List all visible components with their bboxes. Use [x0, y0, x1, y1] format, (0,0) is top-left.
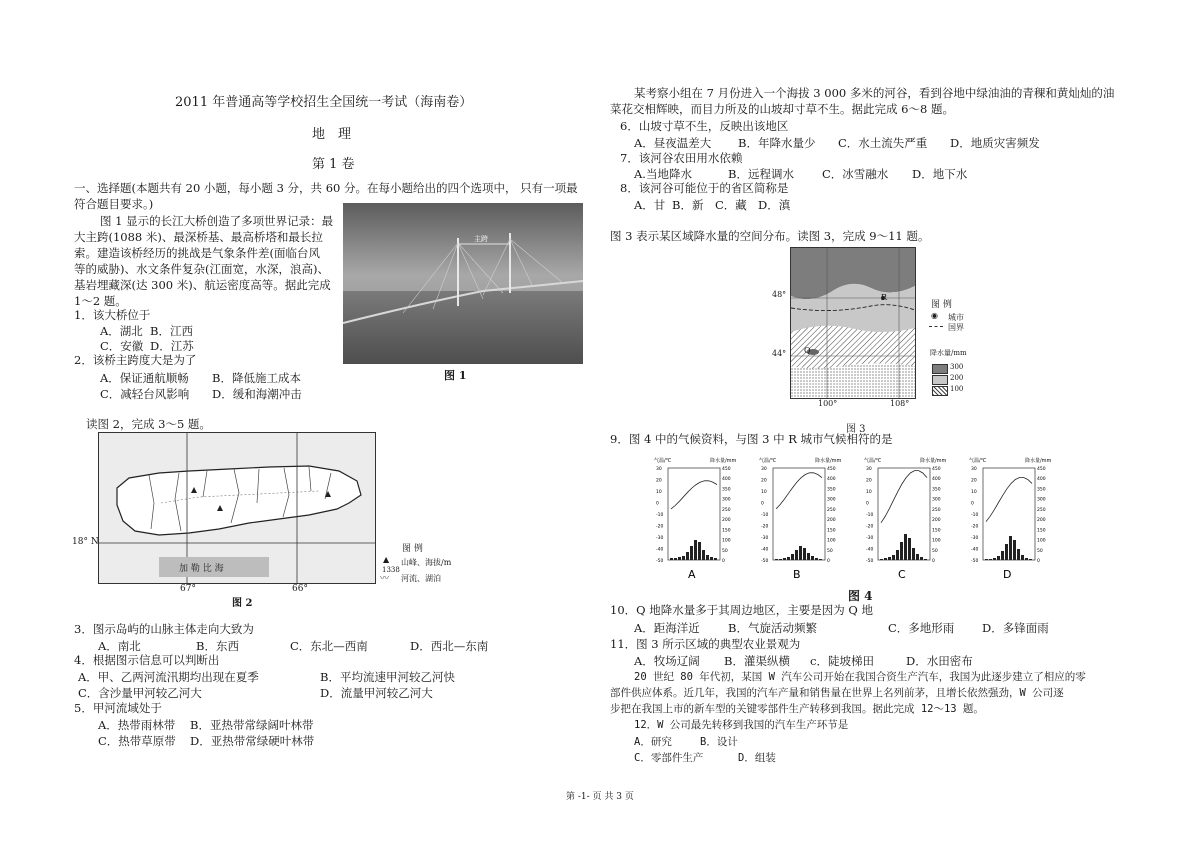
- q12-stem: 12．W 公司最先转移到我国的汽车生产环节是: [634, 719, 849, 731]
- fig4-rain-bar-2-3: [892, 555, 895, 560]
- q6-option-a[interactable]: A．昼夜温差大: [634, 136, 712, 150]
- fig4-rain-tick-3-6: 150: [1037, 528, 1046, 534]
- q4-option-b[interactable]: B．平均流速甲河较乙河快: [320, 670, 455, 684]
- fig4-rain-bar-0-5: [690, 546, 693, 560]
- fig4-rain-bar-0-2: [678, 557, 681, 560]
- fig3-lon-100: 100°: [818, 399, 838, 408]
- fig4-temp-tick-0-5: -20: [656, 524, 664, 530]
- fig4-temp-tick-0-1: 20: [656, 478, 662, 484]
- q2-option-c[interactable]: C．减轻台风影响: [100, 387, 190, 401]
- fig4-rain-tick-1-5: 200: [827, 518, 836, 524]
- fig3-swatch-200: [932, 375, 948, 385]
- q6-option-c[interactable]: C．水土流失严重: [838, 136, 928, 150]
- fig3-border-icon: [929, 326, 943, 327]
- fig4-panel-label-2: C: [898, 568, 906, 581]
- fig4-rain-bar-3-0: [985, 559, 988, 560]
- fig4-rain-bar-1-4: [791, 554, 794, 560]
- fig4-rain-bar-3-3: [997, 556, 1000, 560]
- fig4-rain-tick-2-9: 0: [932, 559, 935, 564]
- fig4-rain-bar-3-8: [1017, 549, 1020, 560]
- q2-option-a[interactable]: A．保证通航顺畅: [100, 371, 189, 385]
- w-intro-line-3: 步把在我国上市的新车型的关键零部件生产转移到我国。据此完成 12～13 题。: [610, 703, 984, 715]
- q4-option-d[interactable]: D．流量甲河较乙河大: [320, 686, 433, 700]
- right-intro-line-2: 菜花交相辉映，而目力所及的山坡却寸草不生。据此完成 6～8 题。: [610, 102, 954, 116]
- fig4-temp-tick-0-2: 10: [656, 490, 662, 495]
- q1-option-a[interactable]: A．湖北: [100, 324, 143, 338]
- fig4-temp-tick-2-5: -20: [866, 524, 874, 530]
- fig2-latitude-label: 18° N: [72, 537, 99, 547]
- q12-option-b[interactable]: B．设计: [700, 736, 738, 748]
- fig4-rain-tick-1-2: 350: [827, 487, 836, 493]
- q1-option-b[interactable]: B．江西: [150, 324, 193, 338]
- fig4-rain-bar-2-7: [908, 538, 911, 560]
- fig4-rain-bar-3-4: [1001, 551, 1004, 560]
- q7-option-d[interactable]: D．地下水: [912, 167, 968, 181]
- fig4-temp-tick-1-5: -20: [761, 524, 769, 530]
- fig3-legend-rain: 降水量/mm: [930, 349, 967, 357]
- fig4-rain-tick-0-3: 300: [722, 497, 731, 503]
- exam-title: 2011 年普通高等学校招生全国统一考试（海南卷）: [175, 95, 473, 110]
- q11-option-a[interactable]: A．牧场辽阔: [634, 654, 700, 668]
- fig3-r-label: R: [881, 293, 888, 302]
- fig4-rain-tick-1-8: 50: [827, 548, 833, 554]
- fig1-span-label: 主跨: [474, 235, 488, 243]
- fig2-legend-peak: 山峰、海拔/m: [401, 558, 452, 567]
- q8-option-a[interactable]: A．甘: [634, 198, 666, 212]
- fig4-rain-bar-2-11: [924, 559, 927, 560]
- fig4-temp-tick-3-0: 30: [971, 467, 977, 472]
- fig4-rain-bar-3-1: [989, 559, 992, 560]
- fig4-rain-tick-0-6: 150: [722, 528, 731, 534]
- figure-2-island-map: [98, 432, 376, 584]
- fig4-rain-bar-0-9: [706, 555, 709, 560]
- q3-option-a[interactable]: A．南北: [98, 639, 141, 653]
- fig4-temp-tick-3-8: -50: [971, 559, 979, 564]
- q11-option-d[interactable]: D．水田密布: [906, 654, 973, 668]
- fig4-temp-tick-2-8: -50: [866, 559, 874, 564]
- fig4-temp-tick-2-0: 30: [866, 467, 872, 472]
- q10-stem: 10．Q 地降水量多于其周边地区，主要是因为 Q 地: [610, 603, 873, 617]
- fig4-temp-tick-2-4: -10: [866, 513, 874, 518]
- section-intro-line-2: 符合题目要求。): [74, 197, 154, 211]
- q12-option-a[interactable]: A．研究: [634, 736, 672, 748]
- section-intro-line-1: 一、选择题(本题共有 20 小题，每小题 3 分，共 60 分。在每小题给出的四个选项中， 只有一项最: [74, 181, 578, 195]
- fig4-rain-tick-3-0: 450: [1037, 467, 1046, 472]
- fig4-rain-bar-0-8: [702, 550, 705, 560]
- fig4-temp-tick-1-2: 10: [761, 490, 767, 495]
- fig4-temp-axis-label-0: 气温/℃: [654, 458, 672, 464]
- fig4-rain-tick-0-9: 0: [722, 559, 725, 564]
- q5-option-d[interactable]: D．亚热带常绿硬叶林带: [190, 734, 315, 748]
- fig4-rain-bar-2-10: [920, 557, 923, 560]
- fig4-panel-label-1: B: [793, 568, 801, 581]
- fig1-text-line-4: 等的威胁)、水文条件复杂(江面宽，水深，浪高)、: [74, 262, 329, 276]
- fig4-temp-tick-2-3: 0: [866, 501, 869, 507]
- fig1-text-line-3: 索。建造该桥经历的挑战是气象条件差(面临台风: [74, 246, 320, 260]
- fig4-rain-bar-3-5: [1005, 544, 1008, 560]
- q2-option-b[interactable]: B．降低施工成本: [212, 371, 301, 385]
- fig4-rain-bar-1-5: [795, 550, 798, 560]
- fig4-rain-tick-2-6: 150: [932, 528, 941, 534]
- fig4-rain-tick-3-1: 400: [1037, 477, 1046, 483]
- read-fig3-instruction: 图 3 表示某区域降水量的空间分布。读图 3，完成 9～11 题。: [610, 229, 930, 243]
- q3-stem: 3．图示岛屿的山脉主体走向大致为: [74, 622, 254, 636]
- fig4-temp-curve-0: [671, 481, 717, 509]
- fig4-temp-tick-1-0: 30: [761, 467, 767, 472]
- fig4-temp-curve-1: [776, 473, 822, 509]
- fig4-rain-axis-label-3: 降水量/mm: [1025, 458, 1052, 464]
- fig1-text-line-5: 基岩埋藏深(达 300 米)、航运密度高等。据此完成: [74, 278, 331, 292]
- fig4-rain-bar-1-3: [787, 557, 790, 560]
- fig1-text-line-2: 大主跨(1088 米)、最深桥基、最高桥塔和最长拉: [74, 230, 323, 244]
- q6-option-b[interactable]: B．年降水量少: [738, 136, 816, 150]
- fig4-temp-tick-3-7: -40: [971, 547, 979, 553]
- q5-option-a[interactable]: A．热带雨林带: [98, 718, 176, 732]
- fig3-lat-48: 48°: [772, 290, 787, 299]
- fig4-rain-axis-label-1: 降水量/mm: [815, 458, 842, 464]
- q7-option-c[interactable]: C．冰雪融水: [822, 167, 889, 181]
- fig4-rain-tick-0-7: 100: [722, 538, 731, 544]
- fig4-rain-tick-1-4: 250: [827, 507, 836, 513]
- q6-stem: 6．山坡寸草不生，反映出该地区: [620, 119, 789, 133]
- fig4-panel-label-0: A: [688, 568, 696, 581]
- fig4-temp-tick-1-4: -10: [761, 513, 769, 518]
- fig4-temp-tick-1-1: 20: [761, 478, 767, 484]
- fig4-rain-tick-3-7: 100: [1037, 538, 1046, 544]
- q8-option-d[interactable]: D．滇: [758, 198, 791, 212]
- fig2-river-icon: 〰: [380, 574, 390, 584]
- fig4-rain-bar-2-8: [912, 548, 915, 560]
- fig2-legend-peak-value: 1338: [382, 566, 400, 574]
- fig4-rain-tick-2-3: 300: [932, 497, 941, 503]
- fig4-rain-bar-0-0: [670, 558, 673, 560]
- figure-4-caption: 图 4: [848, 589, 873, 603]
- q8-option-c[interactable]: C．藏: [715, 198, 747, 212]
- fig4-rain-tick-3-4: 250: [1037, 507, 1046, 513]
- read-fig2-instruction: 读图 2，完成 3～5 题。: [86, 417, 211, 431]
- fig4-rain-tick-3-2: 350: [1037, 487, 1046, 493]
- fig4-rain-tick-1-6: 150: [827, 528, 836, 534]
- fig1-text-line-1: 图 1 显示的长江大桥创造了多项世界记录：最: [100, 214, 334, 228]
- fig4-temp-tick-2-7: -40: [866, 547, 874, 553]
- fig4-rain-bar-1-1: [779, 559, 782, 560]
- w-intro-line-2: 部件供应体系。近几年，我国的汽车产量和销售量在世界上名列前茅，且增长依然强劲，W 公司逐: [610, 687, 1064, 699]
- q10-option-a[interactable]: A．距海洋近: [634, 621, 700, 635]
- right-intro-line-1: 某考察小组在 7 月份进入一个海拔 3 000 多米的河谷，看到谷地中绿油油的青稞和黄灿灿的油: [634, 86, 1115, 100]
- fig3-legend-200: 200: [950, 374, 964, 382]
- fig4-rain-bar-1-2: [783, 558, 786, 560]
- q5-stem: 5．甲河流域处于: [74, 701, 162, 715]
- fig4-rain-tick-1-9: 0: [827, 559, 830, 564]
- q3-option-b[interactable]: B．东西: [196, 639, 239, 653]
- fig4-temp-tick-1-3: 0: [761, 501, 764, 507]
- fig4-rain-bar-0-11: [714, 558, 717, 560]
- fig4-rain-tick-2-2: 350: [932, 487, 941, 493]
- fig3-legend-title: 图 例: [931, 300, 952, 310]
- fig4-rain-tick-2-0: 450: [932, 467, 941, 472]
- fig4-rain-tick-0-1: 400: [722, 477, 731, 483]
- fig4-rain-tick-1-3: 300: [827, 497, 836, 503]
- q1-option-d[interactable]: D．江苏: [150, 339, 194, 353]
- fig3-swatch-300: [932, 364, 948, 374]
- fig4-rain-tick-2-8: 50: [932, 548, 938, 554]
- fig4-rain-bar-3-9: [1021, 555, 1024, 560]
- q5-option-b[interactable]: B．亚热带常绿阔叶林带: [190, 718, 314, 732]
- fig4-rain-bar-1-9: [811, 556, 814, 560]
- fig4-temp-tick-1-7: -40: [761, 547, 769, 553]
- fig2-lon-67: 67°: [180, 584, 196, 594]
- fig4-temp-tick-0-6: -30: [656, 536, 664, 541]
- fig4-rain-bar-3-2: [993, 558, 996, 560]
- fig4-rain-bar-3-6: [1009, 536, 1012, 560]
- q2-stem: 2．该桥主跨度大是为了: [74, 353, 197, 367]
- fig2-peak-icon: ▲: [383, 555, 390, 564]
- q4-stem: 4．根据图示信息可以判断出: [74, 653, 220, 667]
- fig4-temp-tick-2-6: -30: [866, 536, 874, 541]
- fig4-rain-bar-2-4: [896, 550, 899, 560]
- fig3-legend-city: 城市: [948, 313, 964, 322]
- fig4-rain-tick-1-0: 450: [827, 467, 836, 472]
- fig4-rain-bar-0-6: [694, 540, 697, 560]
- fig4-rain-tick-2-5: 200: [932, 518, 941, 524]
- q10-option-b[interactable]: B．气旋活动频繁: [728, 621, 817, 635]
- q3-option-c[interactable]: C．东北—西南: [290, 639, 368, 653]
- fig4-rain-tick-2-7: 100: [932, 538, 941, 544]
- fig4-temp-tick-1-8: -50: [761, 559, 769, 564]
- fig4-rain-bar-0-3: [682, 556, 685, 560]
- fig4-rain-tick-2-1: 400: [932, 477, 941, 483]
- fig4-temp-axis-label-3: 气温/℃: [969, 458, 987, 464]
- fig3-legend-300: 300: [950, 363, 964, 371]
- fig2-legend-river: 河流、湖泊: [401, 574, 441, 583]
- figure-3-rainfall-map: [790, 247, 916, 399]
- fig4-rain-bar-0-1: [674, 558, 677, 560]
- w-intro-line-1: 20 世纪 80 年代初，某国 W 汽车公司开始在我国合资生产汽车，我国为此逐步建立了相应的零: [634, 671, 1086, 683]
- fig3-legend-border: 国界: [948, 323, 964, 332]
- volume-title: 第 1 卷: [312, 157, 355, 172]
- fig4-temp-tick-0-4: -10: [656, 513, 664, 518]
- fig4-rain-tick-0-5: 200: [722, 518, 731, 524]
- fig4-rain-axis-label-2: 降水量/mm: [920, 458, 947, 464]
- fig4-rain-bar-0-10: [710, 557, 713, 560]
- fig4-temp-tick-0-0: 30: [656, 467, 662, 472]
- fig4-rain-axis-label-0: 降水量/mm: [710, 458, 737, 464]
- fig2-lon-66: 66°: [292, 584, 308, 594]
- fig3-legend-100: 100: [950, 385, 964, 393]
- fig4-rain-tick-3-3: 300: [1037, 497, 1046, 503]
- fig4-temp-curve-3: [986, 478, 1032, 522]
- fig4-temp-tick-0-8: -50: [656, 559, 664, 564]
- fig2-sea-label: 加 勒 比 海: [179, 564, 224, 574]
- fig4-temp-tick-3-4: -10: [971, 513, 979, 518]
- figure-1-caption: 图 1: [444, 369, 467, 382]
- fig4-temp-tick-1-6: -30: [761, 536, 769, 541]
- fig4-temp-tick-2-1: 20: [866, 478, 872, 484]
- q10-option-c[interactable]: C．多地形雨: [888, 621, 955, 635]
- q11-option-b[interactable]: B．灌渠纵横: [724, 654, 790, 668]
- fig4-rain-bar-2-2: [888, 557, 891, 560]
- page-footer: 第 -1- 页 共 3 页: [566, 792, 634, 802]
- q4-option-a[interactable]: A．甲、乙两河流汛期均出现在夏季: [78, 670, 259, 684]
- fig4-rain-bar-2-9: [916, 554, 919, 560]
- fig4-temp-axis-label-1: 气温/℃: [759, 458, 777, 464]
- figure-1-bridge-photo: [343, 203, 583, 364]
- subject-title: 地 理: [312, 127, 352, 142]
- q1-option-c[interactable]: C．安徽: [100, 339, 144, 353]
- q12-option-c[interactable]: C．零部件生产: [634, 752, 704, 764]
- q2-option-d[interactable]: D．缓和海潮冲击: [212, 387, 302, 401]
- fig4-rain-bar-3-11: [1029, 559, 1032, 560]
- fig4-temp-tick-3-3: 0: [971, 501, 974, 507]
- q9-stem: 9．图 4 中的气候资料，与图 3 中 R 城市气候相符的是: [610, 432, 893, 446]
- fig4-rain-bar-1-0: [775, 559, 778, 560]
- fig4-rain-tick-3-5: 200: [1037, 518, 1046, 524]
- fig4-rain-tick-0-4: 250: [722, 507, 731, 513]
- fig4-rain-bar-1-7: [803, 548, 806, 560]
- q6-option-d[interactable]: D．地质灾害频发: [950, 136, 1040, 150]
- fig4-rain-bar-2-5: [900, 542, 903, 560]
- fig4-rain-bar-1-10: [815, 558, 818, 560]
- fig4-rain-bar-1-6: [799, 546, 802, 560]
- q7-option-a[interactable]: A.当地降水: [634, 167, 692, 181]
- q8-stem: 8．该河谷可能位于的省区简称是: [620, 181, 789, 195]
- q4-option-c[interactable]: C．含沙量甲河较乙河大: [78, 686, 202, 700]
- q7-option-b[interactable]: B．远程调水: [728, 167, 794, 181]
- fig4-rain-tick-1-1: 400: [827, 477, 836, 483]
- fig4-temp-tick-3-1: 20: [971, 478, 977, 484]
- fig4-rain-tick-0-2: 350: [722, 487, 731, 493]
- fig4-rain-bar-1-11: [819, 559, 822, 560]
- fig4-temp-tick-0-3: 0: [656, 501, 659, 507]
- fig4-rain-bar-2-0: [880, 559, 883, 560]
- q11-stem: 11．图 3 所示区域的典型农业景观为: [610, 637, 801, 651]
- fig4-rain-bar-1-8: [807, 553, 810, 560]
- q7-stem: 7．该河谷农田用水依赖: [620, 151, 743, 165]
- fig4-rain-bar-3-7: [1013, 540, 1016, 560]
- fig3-lon-108: 108°: [890, 399, 910, 408]
- fig4-rain-tick-1-7: 100: [827, 538, 836, 544]
- fig4-temp-tick-3-6: -30: [971, 536, 979, 541]
- fig4-rain-tick-0-0: 450: [722, 467, 731, 472]
- figure-2-caption: 图 2: [232, 598, 253, 609]
- fig2-legend-title-label: 图 例: [402, 544, 423, 554]
- fig4-temp-tick-0-7: -40: [656, 547, 664, 553]
- fig4-rain-bar-0-7: [698, 542, 701, 560]
- fig3-city-icon: ◉: [931, 311, 938, 320]
- fig4-panel-label-3: D: [1003, 568, 1012, 581]
- q11-option-c[interactable]: c．陡坡梯田: [810, 654, 874, 668]
- fig4-temp-curve-2: [881, 471, 927, 523]
- fig4-temp-tick-2-2: 10: [866, 490, 872, 495]
- fig3-q-label: Q: [804, 346, 811, 355]
- fig4-rain-tick-0-8: 50: [722, 548, 728, 554]
- fig4-rain-bar-2-1: [884, 558, 887, 560]
- figure-3-caption: 图 3: [846, 424, 866, 435]
- fig4-rain-bar-2-6: [904, 534, 907, 560]
- fig4-rain-tick-3-9: 0: [1037, 559, 1040, 564]
- fig3-lat-44: 44°: [772, 349, 787, 358]
- fig1-text-line-6: 1～2 题。: [74, 294, 127, 308]
- fig4-rain-bar-3-10: [1025, 558, 1028, 560]
- fig4-temp-axis-label-2: 气温/℃: [864, 458, 882, 464]
- fig4-temp-tick-3-2: 10: [971, 490, 977, 495]
- fig4-temp-tick-3-5: -20: [971, 524, 979, 530]
- fig4-rain-bar-0-4: [686, 552, 689, 560]
- q3-option-d[interactable]: D．西北—东南: [410, 639, 489, 653]
- fig4-rain-tick-2-4: 250: [932, 507, 941, 513]
- fig3-swatch-100: [932, 386, 948, 396]
- figure-4-climate-charts: [650, 452, 1070, 584]
- q1-stem: 1．该大桥位于: [74, 308, 151, 322]
- q12-option-d[interactable]: D．组装: [738, 752, 776, 764]
- fig4-rain-tick-3-8: 50: [1037, 548, 1043, 554]
- q5-option-c[interactable]: C．热带草原带: [98, 734, 176, 748]
- q8-option-b[interactable]: B．新: [672, 198, 704, 212]
- q10-option-d[interactable]: D．多锋面雨: [982, 621, 1049, 635]
